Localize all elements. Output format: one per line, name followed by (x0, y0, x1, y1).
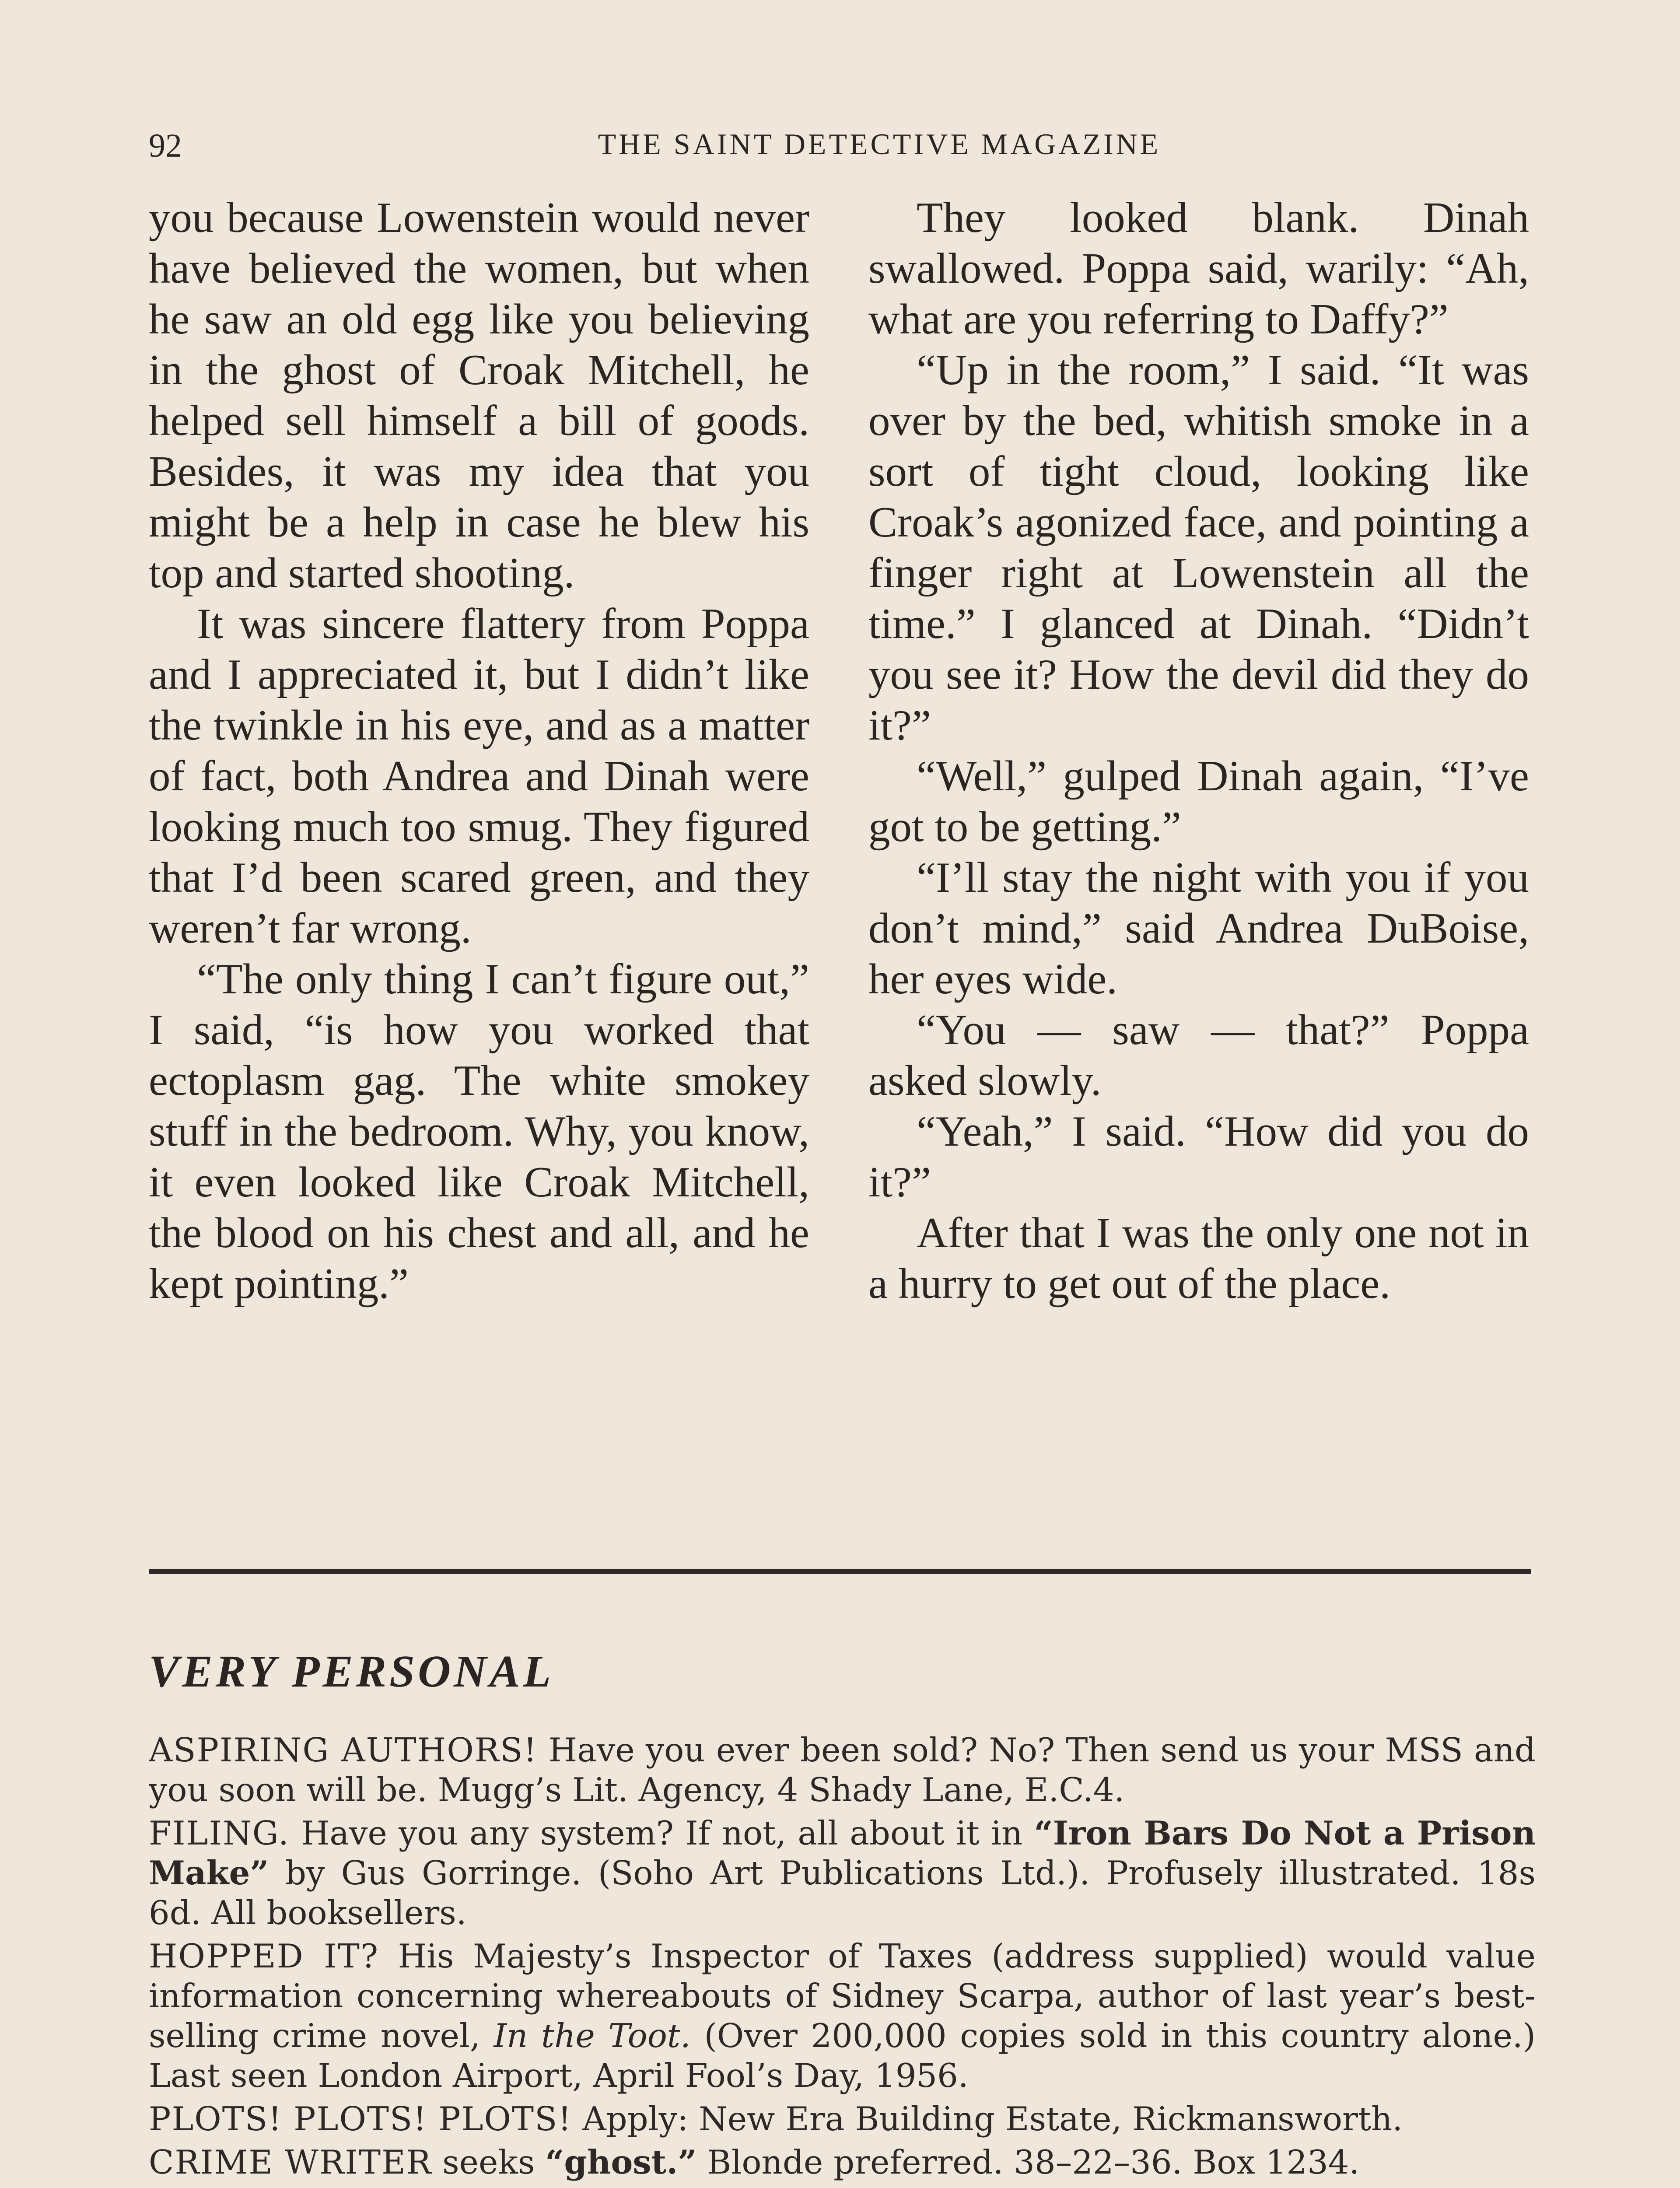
story-paragraph: “You — saw — that?” Poppa asked slowly. (868, 1006, 1529, 1105)
story-paragraph: It was sincere flattery from Poppa and I appreciated it, but I didn’t like the twinkle in his eye, and as a matter of fact, both Andrea and Dinah were looking much too smug. They figured that I’d been scared green, and they weren’t far wrong. (149, 600, 809, 952)
section-divider (149, 1569, 1531, 1574)
ad-quote: “ghost.” (545, 2143, 697, 2181)
magazine-title: THE SAINT DETECTIVE MAGAZINE (598, 127, 1161, 161)
ad-lead: FILING. (149, 1814, 290, 1852)
ad-text: Apply: New Era Building Estate, Rickmansworth. (582, 2100, 1403, 2138)
story-paragraph: After that I was the only one not in a hurry to get out of the place. (868, 1209, 1529, 1308)
story-paragraph: “Well,” gulped Dinah again, “I’ve got to be getting.” (868, 752, 1529, 851)
story-paragraph: “Up in the room,” I said. “It was over by the bed, whitish smoke in a sort of tight cloud, looking like Croak’s agonized face, and pointing a finger right at Lowenstein all the time.” I glanced at Dinah. “Didn’t you see it? How the devil did they do it?” (868, 346, 1529, 749)
story-paragraph: “The only thing I can’t figure out,” I said, “is how you worked that ectoplasm gag. The white smokey stuff in the bedroom. Why, you know, it even looked like Croak Mitchell, the blood on his chest and all, and he kept pointing.” (149, 955, 809, 1308)
story-paragraph: They looked blank. Dinah swallowed. Poppa said, warily: “Ah, what are you referring to Daffy?” (868, 194, 1529, 343)
ad-text: Blonde preferred. 38–22–36. Box 1234. (707, 2143, 1360, 2181)
left-column (149, 193, 809, 1488)
ad-text: by Gus Gorringe. (Soho Art Publications Ltd.). Profusely illustrated. 18s 6d. All booksellers. (149, 1854, 1536, 1932)
personal-ad (149, 2099, 1536, 2139)
very-personal-section (149, 1645, 1536, 2188)
running-head (149, 127, 1531, 175)
ad-book-title: “Iron Bars Do Not a Prison Make” (149, 1814, 1536, 1892)
ad-novel-title: In the Toot. (494, 2016, 691, 2055)
right-column (868, 193, 1529, 1488)
ad-text: (Over 200,000 copies sold in this country alone.) Last seen London Airport, April Fool’s Day, 1956. (149, 2016, 1536, 2095)
ad-lead: HOPPED IT? (149, 1937, 379, 1975)
ad-lead: CRIME WRITER (149, 2143, 432, 2181)
ad-lead: ASPIRING AUTHORS! (149, 1731, 538, 1769)
page-number: 92 (149, 127, 182, 164)
ad-text: Have you any system? If not, all about it in (301, 1814, 1023, 1852)
personal-ad (149, 1936, 1536, 2096)
personal-ad (149, 1813, 1536, 1933)
personal-ad (149, 1730, 1536, 1810)
ad-text: Have you ever been sold? No? Then send us your MSS and you soon will be. Mugg’s Lit. Agency, 4 Shady Lane, E.C.4. (149, 1731, 1536, 1809)
ad-text: His Majesty’s Inspector of Taxes (address supplied) would value information concerning whereabouts of Sidney Scarpa, author of last year’s best-selling crime novel, (149, 1937, 1536, 2055)
ad-lead: PLOTS! PLOTS! PLOTS! (149, 2100, 572, 2138)
ad-text: seeks (442, 2143, 535, 2181)
story-paragraph: you because Lowenstein would never have believed the women, but when he saw an old egg like you believing in the ghost of Croak Mitchell, he helped sell himself a bill of goods. Besides, it was my idea that you might be a help in case he blew his top and started shooting. (149, 194, 809, 597)
section-heading: VERY PERSONAL (149, 1646, 554, 1697)
story-text (149, 193, 1531, 1488)
story-paragraph: “I’ll stay the night with you if you don’t mind,” said Andrea DuBoise, her eyes wide. (868, 854, 1529, 1003)
personal-ads (149, 1730, 1536, 2182)
story-paragraph: “Yeah,” I said. “How did you do it?” (868, 1108, 1529, 1206)
personal-ad (149, 2142, 1536, 2182)
